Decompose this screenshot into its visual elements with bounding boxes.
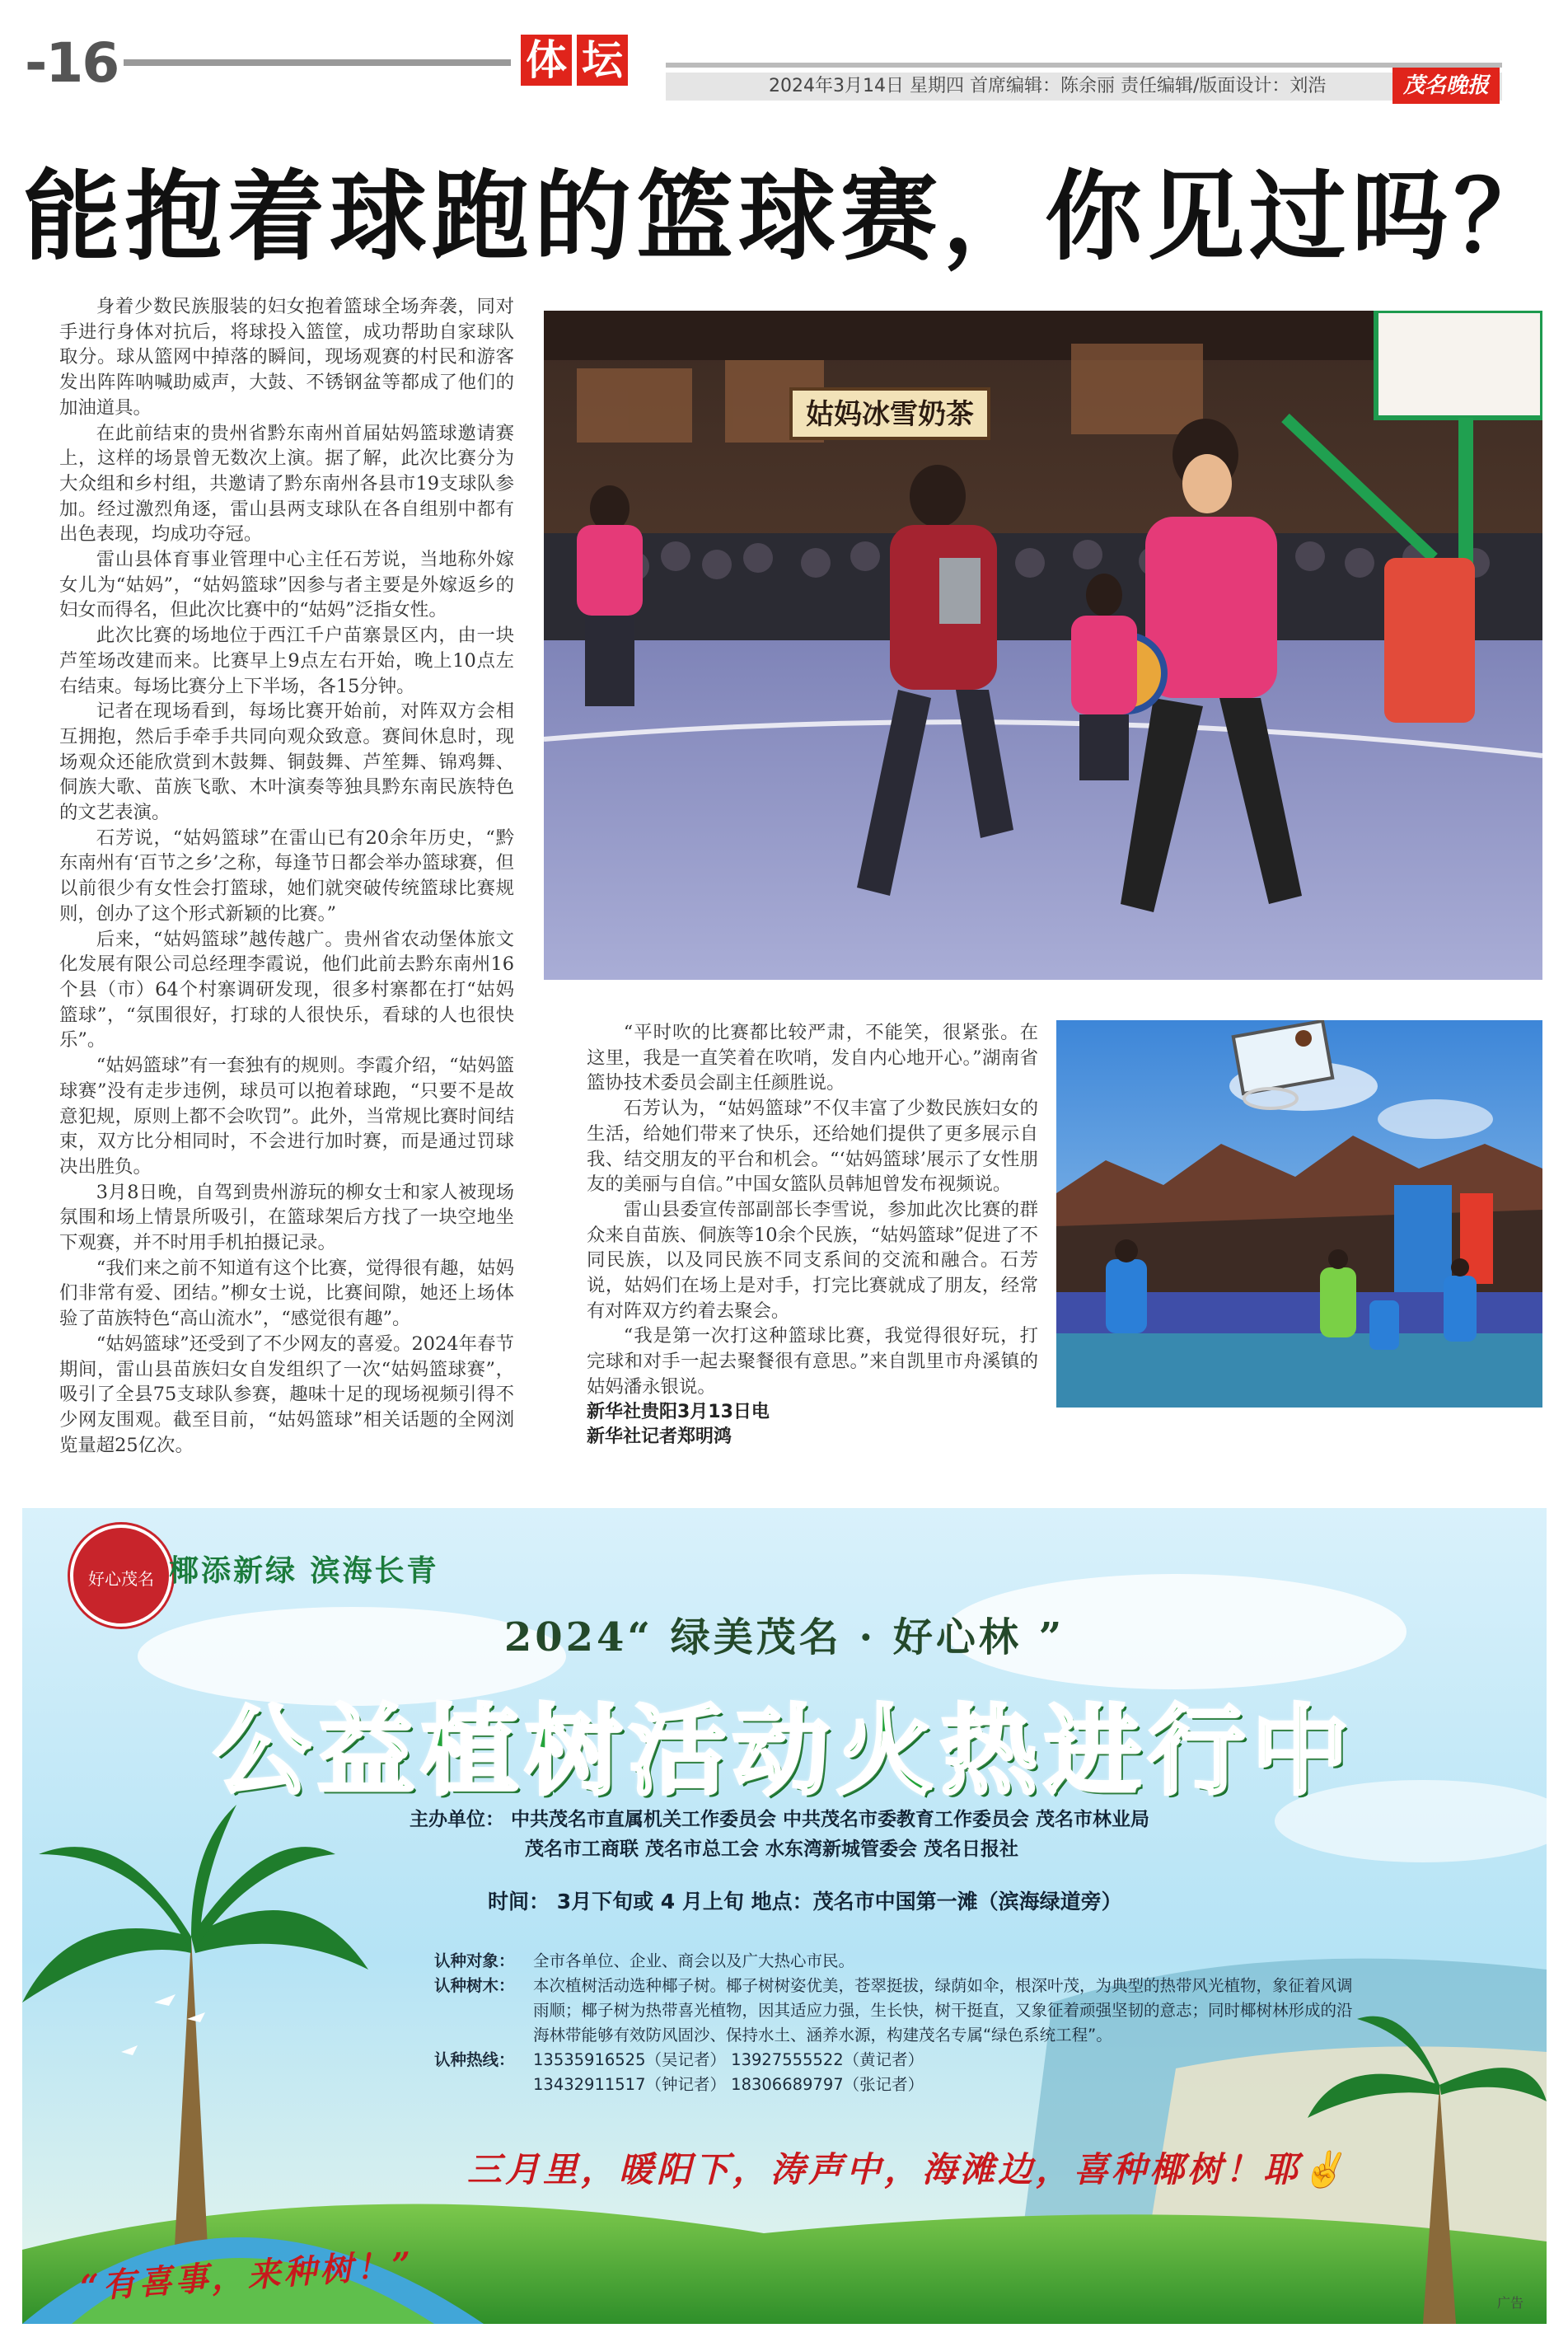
article-paragraph: 身着少数民族服装的妇女抱着篮球全场奔袭，同对手进行身体对抗后，将球投入篮筐，成功帮助自家球队取分。球从篮网中掉落的瞬间，现场观赛的村民和游客发出阵阵呐喊助威声，大鼓、不锈钢盆等都成了他们的加油道具。 <box>59 296 514 419</box>
outdoor-court-photo <box>1056 1020 1542 1408</box>
header-rule <box>666 63 1502 68</box>
shop-sign-text: 姑妈冰雪奶茶 <box>806 398 974 431</box>
advert-organizers <box>410 1805 1357 1864</box>
article-paragraph: “姑妈篮球”还受到了不少网友的喜爱。2024年春节期间，雷山县苗族妇女自发组织了一次“姑妈篮球赛”，吸引了全县75支球队参赛，趣味十足的现场视频引得不少网友围观。截至目前，“姑妈篮球”相关话题的全网浏览量超25亿次。 <box>59 1333 514 1456</box>
article-paragraph: 在此前结束的贵州省黔东南州首届姑妈篮球邀请赛上，这样的场景曾无数次上演。据了解，此次比赛分为大众组和乡村组，共邀请了黔东南州各县市19支球队参加。经过激烈角逐，雷山县两支球队在各自组别中都有出色表现，均成功夺冠。 <box>59 422 514 546</box>
detail-value: 全市各单位、企业、商会以及广大热心市民。 <box>533 1951 855 1970</box>
detail-key: 认种对象： <box>434 1951 515 1970</box>
section-char: 体 <box>521 35 572 86</box>
masthead-logo: 茂名晚报 <box>1392 68 1500 104</box>
photo-illustration <box>1056 1020 1542 1408</box>
article-paragraph: “姑妈篮球”有一套独有的规则。李霞介绍，“姑妈篮球赛”没有走步违例，球员可以抱着球跑，“只要不是故意犯规，原则上都不会吹罚”。此外，当常规比赛时间结束，双方比分相同时，不会进行加时赛，而是通过罚球决出胜负。 <box>59 1055 514 1178</box>
advert-call-to-action: 三月里，暖阳下，涛声中，海滩边，喜种椰树！耶✌ <box>467 2149 1348 2190</box>
article-paragraph: 记者在现场看到，每场比赛开始前，对阵双方会相互拥抱，然后手牵手共同向观众致意。赛间休息时，现场观众还能欣赏到木鼓舞、铜鼓舞、芦笙舞、锦鸡舞、侗族大歌、苗族飞歌、木叶演奏等独具黔东南民族特色的文艺表演。 <box>59 700 514 824</box>
detail-key: 认种热线： <box>434 2050 515 2069</box>
tree-planting-advert <box>22 1508 1547 2324</box>
detail-value: 13432911517（钟记者） 18306689797（张记者） <box>533 2075 924 2094</box>
header-rule <box>124 59 511 66</box>
advert-quote: “有喜事，来种树！” <box>79 2244 416 2307</box>
headline: 能抱着球跑的篮球赛，你见过吗？ <box>23 160 1556 274</box>
article-paragraph: 雷山县委宣传部副部长李雪说，参加此次比赛的群众来自苗族、侗族等10余个民族，“姑妈篮球”促进了不同民族，以及同民族不同支系间的交流和融合。石芳说，姑妈们在场上是对手，打完比赛就成了朋友，经常有对阵双方约着去聚会。 <box>587 1198 1038 1322</box>
advert-subtitle: 2024“ 绿美茂名 · 好心林 ” <box>503 1614 1065 1661</box>
advert-title: 公益植树活动火热进行中 <box>213 1694 1355 1808</box>
section-tag <box>521 35 628 86</box>
article-paragraph: “我们来之前不知道有这个比赛，觉得很有趣，姑妈们非常有爱、团结。”柳女士说，比赛间隙，她还上场体验了苗族特色“高山流水”，“感觉很有趣”。 <box>59 1257 514 1330</box>
article-paragraph: 石芳认为，“姑妈篮球”不仅丰富了少数民族妇女的生活，给她们带来了快乐，还给她们提供了更多展示自我、结交朋友的平台和机会。“‘姑妈篮球’展示了女性朋友的美丽与自信。”中国女篮队员韩旭曾发布视频说。 <box>587 1098 1038 1196</box>
advert-time-place: 时间： 3月下旬或 4 月上旬 地点：茂名市中国第一滩（滨海绿道旁） <box>488 1890 1122 1913</box>
article-paragraph: 后来，“姑妈篮球”越传越广。贵州省农动堡体旅文化发展有限公司总经理李霞说，他们此前去黔东南州16个县（市）64个村寨调研发现，很多村寨都在打“姑妈篮球”，“氛围很好，打球的人很快乐，看球的人也很快乐”。 <box>59 928 514 1052</box>
article-paragraph: 石芳说，“姑妈篮球”在雷山已有20余年历史，“黔东南州有‘百节之乡’之称，每逢节日都会举办篮球赛，但以前很少有女性会打篮球，她们就突破传统篮球比赛规则，创办了这个形式新颖的比赛。” <box>59 827 514 925</box>
dateline: 2024年3月14日 星期四 首席编辑：陈余丽 责任编辑/版面设计：刘浩 <box>666 73 1502 101</box>
detail-key: 认种树木： <box>434 1976 515 1995</box>
organizer-row: 茂名市工商联 茂名市总工会 水东湾新城管委会 茂名日报社 <box>525 1839 1019 1860</box>
organizer-row: 主办单位： 中共茂名市直属机关工作委员会 中共茂名市委教育工作委员会 茂名市林业局 <box>410 1809 1150 1830</box>
ball-in-air <box>1295 1030 1312 1047</box>
dateline-credit: 新华社贵阳3月13日电 <box>587 1401 770 1422</box>
detail-key <box>434 2073 533 2097</box>
article-paragraph: 此次比赛的场地位于西江千户苗寨景区内，由一块芦笙场改建而来。比赛早上9点左右开始，晚上10点左右结束。每场比赛分上下半场，各15分钟。 <box>59 625 514 697</box>
article-paragraph: “我是第一次打这种篮球比赛，我觉得很好玩，打完球和对手一起去聚餐很有意思。”来自凯里市舟溪镇的姑妈潘永银说。 <box>587 1325 1038 1398</box>
detail-row <box>434 2048 1365 2073</box>
advert-slogan: 椰添新绿 滨海长青 <box>169 1554 439 1588</box>
article-paragraph: 雷山县体育事业管理中心主任石芳说，当地称外嫁女儿为“姑妈”，“姑妈篮球”因参与者主要是外嫁返乡的妇女而得名，但此次比赛中的“姑妈”泛指女性。 <box>59 549 514 621</box>
article-column-1 <box>59 294 514 1458</box>
detail-value: 13535916525（吴记者） 13927555522（黄记者） <box>533 2050 924 2069</box>
advert-details <box>434 1949 1365 2097</box>
detail-row <box>434 2073 1365 2097</box>
detail-row <box>434 1949 1365 1974</box>
basketball-game-photo <box>544 311 1542 980</box>
photo-illustration <box>544 311 1542 980</box>
detail-row <box>434 1974 1365 2048</box>
advert-tag: 广告 <box>1497 2295 1524 2311</box>
page-number: -16 <box>25 31 119 95</box>
article-paragraph: “平时吹的比赛都比较严肃，不能笑，很紧张。在这里，我是一直笑着在吹哨，发自内心地开心。”湖南省篮协技术委员会副主任颜胜说。 <box>587 1022 1038 1094</box>
section-char: 坛 <box>577 35 628 86</box>
advert-logo: 好心茂名 <box>70 1525 172 1627</box>
detail-value: 本次植树活动选种椰子树。椰子树树姿优美，苍翠挺拔，绿荫如伞，根深叶茂，为典型的热带风光植物，象征着风调雨顺；椰子树为热带喜光植物，因其适应力强，生长快，树干挺直，又象征着顽强坚韧的意志；同时椰树林形成的沿海林带能够有效防风固沙、保持水土、涵养水源，构建茂名专属“绿色系统工程”。 <box>533 1976 1353 2045</box>
reporter-credit: 新华社记者郑明鸿 <box>587 1426 733 1447</box>
article-column-2 <box>587 1020 1038 1450</box>
article-paragraph: 3月8日晚，自驾到贵州游玩的柳女士和家人被现场氛围和场上情景所吸引，在篮球架后方找了一块空地坐下观赛，并不时用手机拍摄记录。 <box>59 1181 514 1254</box>
